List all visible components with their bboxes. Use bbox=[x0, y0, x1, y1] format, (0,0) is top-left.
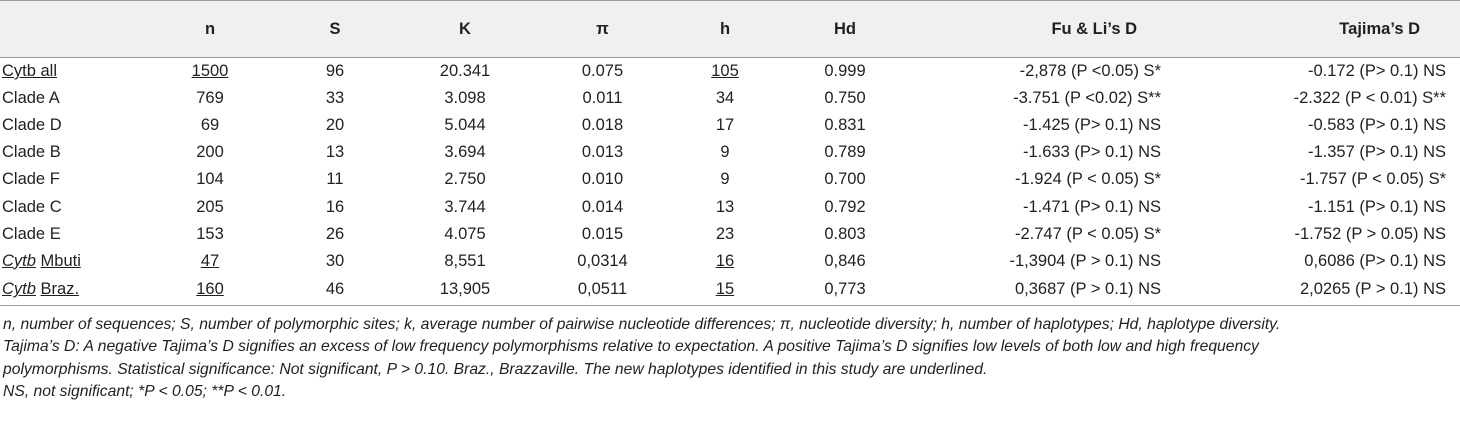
cell-fu-li: 0,3687 (P > 0.1) NS bbox=[910, 275, 1175, 306]
cell-tajima: -1.357 (P> 0.1) NS bbox=[1307, 143, 1446, 162]
cell-tajima: 2,0265 (P > 0.1) NS bbox=[1175, 275, 1460, 306]
cell-tajima: -2.322 (P < 0.01) S** bbox=[1293, 89, 1446, 108]
row-label: Clade C bbox=[2, 197, 62, 216]
header-cell-s: S bbox=[275, 1, 395, 58]
cell-h: 13 bbox=[715, 197, 735, 216]
row-gene: Cytb bbox=[2, 251, 36, 270]
cell-k: 3.744 bbox=[444, 197, 486, 216]
cell-k: 20.341 bbox=[439, 62, 491, 81]
cell-hd: 0.750 bbox=[824, 89, 866, 108]
cell-n: 69 bbox=[200, 116, 220, 135]
cell-fu-li: -1.924 (P < 0.05) S* bbox=[1015, 170, 1161, 189]
cell-s: 13 bbox=[325, 143, 345, 162]
table-row bbox=[0, 193, 1460, 220]
row-label: Clade E bbox=[2, 224, 61, 243]
cell-s: 26 bbox=[325, 224, 345, 243]
cell-n: 769 bbox=[196, 89, 224, 108]
cell-tajima: -1.752 (P > 0.05) NS bbox=[1294, 224, 1446, 243]
row-label: Clade D bbox=[2, 116, 62, 135]
footnote-line: Tajima’s D: A negative Tajima’s D signifies an excess of low frequency polymorphisms relative to expectation. A positive Tajima’s D signifies low levels of both low and high frequency bbox=[3, 338, 1259, 356]
cell-s: 33 bbox=[325, 89, 345, 108]
cell-s: 46 bbox=[275, 275, 395, 306]
cell-tajima: -0.583 (P> 0.1) NS bbox=[1307, 116, 1446, 135]
cell-fu-li: -1.471 (P> 0.1) NS bbox=[1022, 197, 1161, 216]
cell-hd: 0.803 bbox=[824, 224, 866, 243]
cell-pi: 0.010 bbox=[581, 170, 624, 189]
cell-n: 200 bbox=[196, 143, 224, 162]
cell-k: 2.750 bbox=[444, 170, 486, 189]
cell-tajima: 0,6086 (P> 0.1) NS bbox=[1304, 251, 1446, 270]
row-label-cell bbox=[0, 58, 145, 86]
cell-h-value: 16 bbox=[715, 251, 735, 270]
cell-n: 205 bbox=[196, 197, 224, 216]
cell-fu-li: -1.425 (P> 0.1) NS bbox=[1022, 116, 1161, 135]
table-row bbox=[0, 58, 1460, 86]
cell-pi: 0.014 bbox=[581, 197, 624, 216]
table-row bbox=[0, 85, 1460, 112]
cell-s: 11 bbox=[326, 170, 344, 189]
cell-n bbox=[145, 58, 275, 86]
footnote-line: NS, not significant; *P < 0.05; **P < 0.01. bbox=[3, 383, 287, 401]
cell-h: 9 bbox=[720, 143, 730, 162]
cell-n-value: 1500 bbox=[191, 62, 229, 81]
cell-k: 8,551 bbox=[444, 251, 486, 270]
row-label: Clade F bbox=[2, 170, 60, 189]
cell-pi: 0.075 bbox=[581, 62, 624, 81]
row-label: Braz. bbox=[40, 280, 80, 299]
table-row bbox=[0, 112, 1460, 139]
cell-fu-li: -2.747 (P < 0.05) S* bbox=[1015, 224, 1161, 243]
footnote-line: polymorphisms. Statistical significance: Not significant, P > 0.10. Braz., Brazzaville. The new haplotypes identified in this study are underlined. bbox=[3, 360, 988, 378]
header-cell-pi: π bbox=[535, 1, 670, 58]
table-row bbox=[0, 221, 1460, 248]
cell-h-value: 105 bbox=[711, 62, 739, 81]
cell-fu-li: -1.633 (P> 0.1) NS bbox=[1022, 143, 1161, 162]
cell-k: 4.075 bbox=[444, 224, 486, 243]
cell-tajima: -1.757 (P < 0.05) S* bbox=[1300, 170, 1446, 189]
cell-pi: 0.013 bbox=[581, 143, 624, 162]
cell-pi: 0,0511 bbox=[535, 275, 670, 306]
cell-fu-li: -2,878 (P <0.05) S* bbox=[1019, 62, 1161, 81]
cell-h: 17 bbox=[715, 116, 735, 135]
table-row bbox=[0, 166, 1460, 193]
cell-pi: 0.018 bbox=[581, 116, 624, 135]
cell-k: 13,905 bbox=[395, 275, 535, 306]
table-footnotes bbox=[0, 306, 1460, 404]
cell-tajima: -0.172 (P> 0.1) NS bbox=[1307, 62, 1446, 81]
cell-hd: 0.999 bbox=[824, 62, 866, 81]
header-cell-label bbox=[0, 1, 145, 58]
cell-hd: 0.700 bbox=[824, 170, 866, 189]
cell-k: 3.098 bbox=[444, 89, 486, 108]
cell-fu-li: -3.751 (P <0.02) S** bbox=[1013, 89, 1161, 108]
cell-tajima: -1.151 (P> 0.1) NS bbox=[1307, 197, 1446, 216]
row-label: Mbuti bbox=[40, 251, 81, 270]
cell-n bbox=[145, 275, 275, 306]
cell-hd: 0.831 bbox=[824, 116, 866, 135]
header-cell-k: K bbox=[395, 1, 535, 58]
cell-h-value: 15 bbox=[715, 280, 735, 299]
table-row bbox=[0, 275, 1460, 306]
cell-h: 23 bbox=[715, 224, 735, 243]
cell-h: 34 bbox=[715, 89, 735, 108]
cell-n: 153 bbox=[196, 224, 224, 243]
row-label: Clade A bbox=[2, 89, 60, 108]
cell-hd: 0.792 bbox=[824, 197, 866, 216]
header-row bbox=[0, 1, 1460, 58]
row-gene: Cytb bbox=[2, 280, 36, 299]
cell-n-value: 47 bbox=[200, 251, 220, 270]
cell-hd: 0,773 bbox=[780, 275, 910, 306]
table-row bbox=[0, 139, 1460, 166]
row-label: Clade B bbox=[2, 143, 61, 162]
cell-h bbox=[670, 275, 780, 306]
header-cell-h: h bbox=[670, 1, 780, 58]
cell-k: 5.044 bbox=[444, 116, 486, 135]
row-label-cell bbox=[0, 275, 145, 306]
header-cell-n: n bbox=[145, 1, 275, 58]
header-cell-tajima: Tajima’s D bbox=[1175, 1, 1460, 58]
footnote-line: n, number of sequences; S, number of polymorphic sites; k, average number of pairwise nucleotide differences; π, nucleotide diversity; h, number of haplotypes; Hd, haplotype diversity. bbox=[3, 315, 1281, 333]
cell-n bbox=[145, 248, 275, 275]
cell-h: 9 bbox=[720, 170, 730, 189]
cell-n: 104 bbox=[196, 170, 224, 189]
cell-pi: 0.011 bbox=[582, 89, 623, 108]
cell-fu-li: -1,3904 (P > 0.1) NS bbox=[1009, 251, 1161, 270]
header-cell-fu-li: Fu & Li’s D bbox=[910, 1, 1175, 58]
cell-n-value: 160 bbox=[196, 280, 224, 299]
cell-s: 96 bbox=[325, 62, 345, 81]
row-label-cell bbox=[0, 248, 145, 275]
cell-h bbox=[670, 58, 780, 86]
row-label: Cytb all bbox=[2, 62, 58, 81]
cell-hd: 0.789 bbox=[824, 143, 866, 162]
table-row bbox=[0, 248, 1460, 275]
cell-s: 20 bbox=[325, 116, 345, 135]
cell-pi: 0,0314 bbox=[577, 251, 628, 270]
cell-hd: 0,846 bbox=[824, 251, 866, 270]
cell-pi: 0.015 bbox=[581, 224, 624, 243]
cell-h bbox=[670, 248, 780, 275]
cell-s: 30 bbox=[325, 251, 345, 270]
cell-k: 3.694 bbox=[444, 143, 486, 162]
cell-s: 16 bbox=[325, 197, 345, 216]
header-cell-hd: Hd bbox=[780, 1, 910, 58]
